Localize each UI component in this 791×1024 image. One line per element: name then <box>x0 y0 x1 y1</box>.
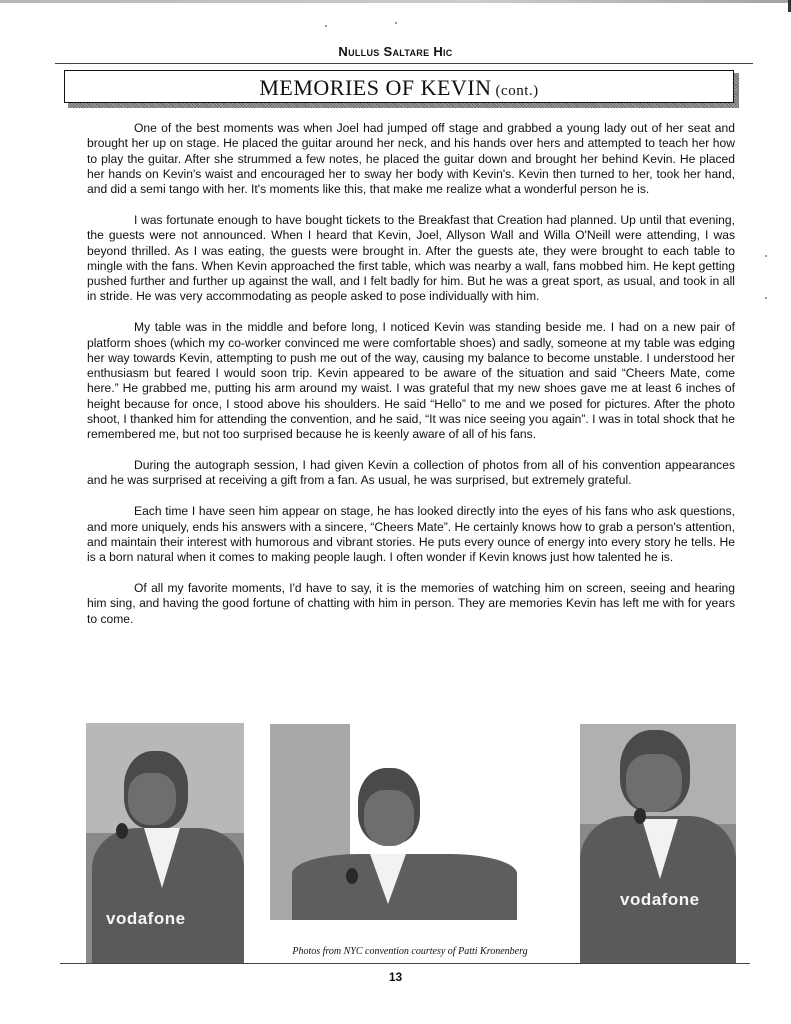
paragraph: My table was in the middle and before long, I noticed Kevin was standing beside me. I had on a new pair of platform shoes (which my co-worker convinced me were comfortable shoes) and sadly, someone at my table was edging her way towards Kevin, attempting to push me out of the way, causing my balance to become unstable. I understood her enthusiasm but feared I would soon trip. Kevin appeared to be aware of the situation and said “Cheers Mate, come here.” He grabbed me, putting his arm around my waist. I was grateful that my new shoes gave me at least 6 inches of height because for once, I stood above his shoulders. He said “Hello” to me and we posed for pictures. After the photo shoot, I thanked him for attending the convention, and he said, “It was nice seeing you again”. I was in total shock that he remembered me, but not too surprised because he is keenly aware of all of his fans. <box>87 320 735 442</box>
scan-speck <box>765 255 767 257</box>
scan-speck <box>395 22 397 24</box>
running-head <box>0 44 791 59</box>
photo-face <box>626 754 682 812</box>
photo-collar <box>370 854 406 904</box>
photo-collar <box>642 819 678 879</box>
photo-face <box>128 773 176 825</box>
scan-speck <box>325 25 327 27</box>
microphone-icon <box>634 808 646 824</box>
jersey-logo: vodafone <box>106 909 186 928</box>
microphone-icon <box>346 868 358 884</box>
article-title-text: MEMORIES OF KEVIN <box>259 75 492 100</box>
jersey-logo: vodafone <box>620 890 700 909</box>
scan-edge <box>0 0 791 3</box>
article-body <box>87 121 735 642</box>
running-head-text: Nullus Saltare Hic <box>338 44 453 59</box>
title-box <box>64 70 734 103</box>
photo-kevin-center <box>270 724 517 920</box>
title-shadow <box>68 103 739 108</box>
page-number: 13 <box>388 970 403 984</box>
article-title-suffix: (cont.) <box>495 83 539 99</box>
microphone-icon <box>116 823 128 839</box>
photo-collar <box>144 828 180 888</box>
paragraph: Of all my favorite moments, I'd have to say, it is the memories of watching him on screen, seeing and hearing him sing, and having the good fortune of chatting with him in person. They are memories Kevin has left me with for years to come. <box>87 580 735 626</box>
paragraph: I was fortunate enough to have bought tickets to the Breakfast that Creation had planned. Up until that evening, the guests were not announced. When I heard that Kevin, Joel, Allyson Wall and Willa O'Neill were attending, I was beyond thrilled. As I was eating, the guests were brought in. After the guests ate, they were brought to each table to mingle with the fans. When Kevin approached the first table, which was nearby a wall, fans mobbed him. He kept getting pushed further and further up against the wall, and I felt badly for him. But he was a great sport, as usual, and took in all in stride. He was very accommodating as people asked to pose individually with him. <box>87 212 735 304</box>
photo-caption: Photos from NYC convention courtesy of Patti Kronenberg <box>292 946 528 957</box>
paragraph: During the autograph session, I had given Kevin a collection of photos from all of his convention appearances and he was surprised at receiving a gift from a fan. As usual, he was surprised, but extremely grateful. <box>87 458 735 488</box>
photo-kevin-right <box>580 724 736 964</box>
article-title <box>65 75 733 101</box>
header-rule <box>55 63 753 64</box>
scan-speck <box>765 297 767 299</box>
photo-face <box>364 790 414 846</box>
paragraph: One of the best moments was when Joel had jumped off stage and grabbed a young lady out of her seat and brought her up on stage. He placed the guitar around her neck, and his hands over hers and attempted to teach her how to play the guitar. After she strummed a few notes, he placed the guitar down and brought her behind Kevin. He placed her hands on Kevin's waist and encouraged her to sway her body with Kevin's. Kevin then turned to her, took her hand, and did a semi tango with her. It's moments like this, that make me realize what a wonderful person he is. <box>87 121 735 197</box>
photo-kevin-left <box>86 723 244 963</box>
paragraph: Each time I have seen him appear on stage, he has looked directly into the eyes of his fans who ask questions, and more uniquely, ends his answers with a sincere, “Cheers Mate”. He certainly knows how to grab a person's attention, and maintain their interest with humorous and vibrant stories. He puts every ounce of energy into every story he tells. He is a born natural when it comes to making people laugh. I often wonder if Kevin knows just how talented he is. <box>87 504 735 565</box>
footer-rule <box>60 963 750 964</box>
